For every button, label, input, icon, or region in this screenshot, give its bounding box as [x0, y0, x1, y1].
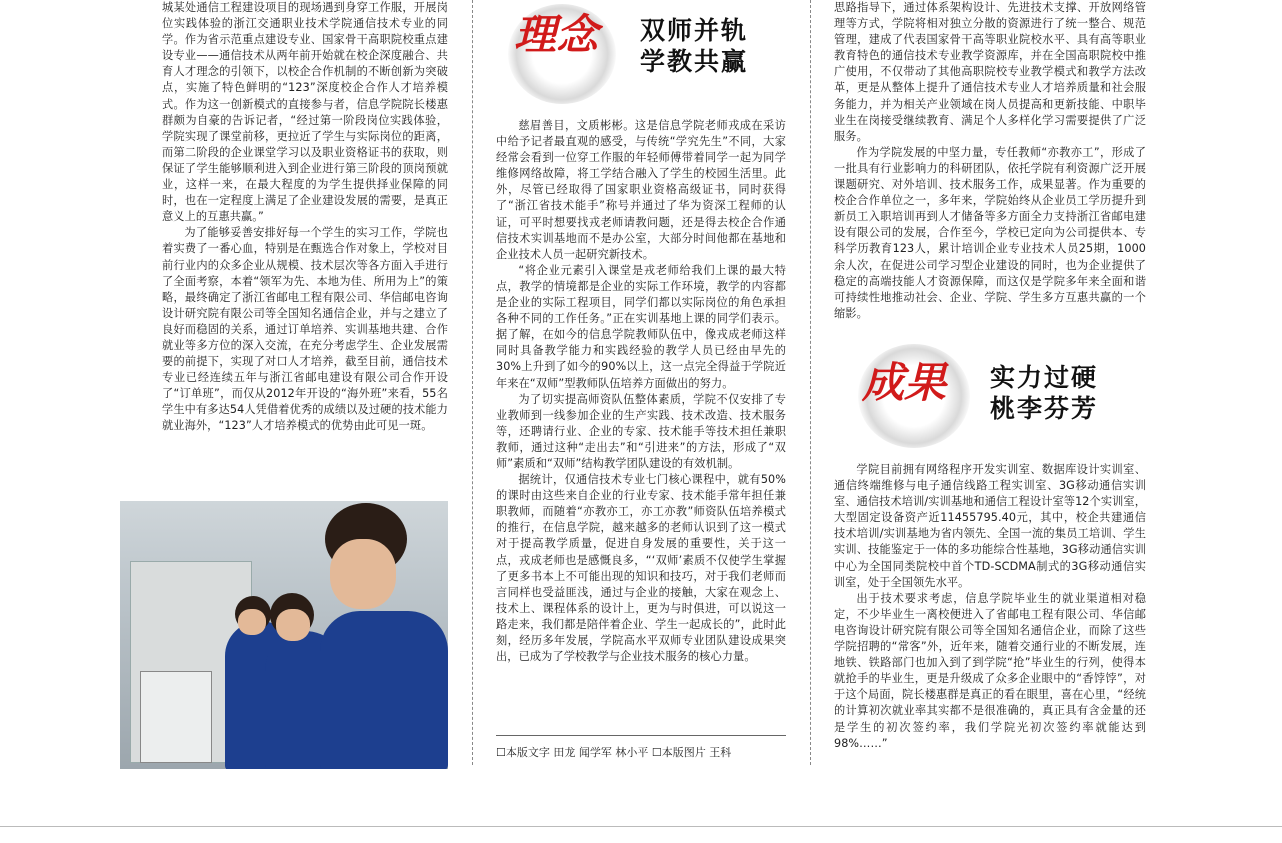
paragraph: “将企业元素引入课堂是戎老师给我们上课的最大特点，教学的情境都是企业的实际工作环境，教学的内容都是企业的实际工程项目，同学们都以实际岗位的角色承担各种不同的工作任务。”正在实训基地上课的同学们表示。据了解，在如今的信息学院教师队伍中，像戎成老师这样同时具备教学能力和实践经验的教学人员已经由早先的30%上升到了如今的90%以上，这一点完全得益于学院近年来在“双师”型教师队伍培养方面做出的努力。 — [496, 263, 786, 390]
equipment-cabinet — [140, 671, 212, 763]
paragraph: 城某处通信工程建设项目的现场遇到身穿工作服，开展岗位实践体验的浙江交通职业技术学院通信技术专业的同学。作为省示范重点建设专业、国家骨干高职院校重点建设专业——通信技术从两年前开始就在校企深度融合、共育人才理念的引领下，以校企合作机制的不断创新为突破点，实施了特色鲜明的“123”深度校企合作人才培养模式。作为这一创新模式的直接参与者，信息学院院长楼惠群颇为自豪的告诉记者，“经过第一阶段岗位实践体验，学院实现了课堂前移，更拉近了学生与实际岗位的距离，而第二阶段的企业课堂学习以及职业资格证书的获取，则保证了学生能够顺利进入到企业进行第三阶段的顶岗预就业，这样一来，在最大程度的为学生提供择业保障的同时，也在一定程度上满足了企业建设发展的需要，是真正意义上的互惠共赢。” — [162, 1, 448, 224]
paragraph: 学院目前拥有网络程序开发实训室、数据库设计实训室、通信终端维修与电子通信线路工程实训室、3G移动通信实训室、通信技术培训/实训基地和通信工程设计室等12个实训室，大型固定设备资产近11455795.40元，其中，校企共建通信技术培训/实训基地为省内领先、全国一流的集员工培训、学生实训、技能鉴定于一体的多功能综合性基地，3G移动通信实训中心为全国同类院校中首个TD-SCDMA制式的3G移动通信实训室，处于全国领先水平。 — [834, 463, 1146, 589]
paragraph: 作为学院发展的中坚力量，专任教师“亦教亦工”，形成了一批具有行业影响力的科研团队，依托学院有利资源广泛开展课题研究、对外培训、技术服务工作，成果显著。作为重要的校企合作单位之一，多年来，学院始终从企业员工学历提升到新员工入职培训再到人才储备等多方面全力支持浙江省邮电建设有限公司的发展，合作至今，学校已定向为公司提供本、专科学历教育123人，累计培训企业专业技术人员25期，1000余人次，在促进公司学习型企业建设的同时，也为企业提供了稳定的高端技能人才资源保障，而这仅是学院多年来全面和谐可持续性地推动社会、企业、学院、学生多方互惠共赢的一个缩影。 — [834, 145, 1146, 320]
paragraph: 慈眉善目，文质彬彬。这是信息学院老师戎成在采访中给予记者最直观的感受，与传统“学究先生”不同，大家经常会看到一位穿工作服的年轻师傅带着同学一起为同学维修网络故障，将工学结合融入了学生的校园生活里。此外，尽管已经取得了国家职业资格高级证书，同时获得了“浙江省技术能手”称号并通过了华为资深工程师的认证，可平时想要找戎老师请教问题，还是得去校企合作通信技术实训基地而不是办公室，大部分时间他都在基地和企业技术人员一起研究新技术。 — [496, 119, 786, 261]
paragraph: 出于技术要求考虑，信息学院毕业生的就业渠道相对稳定，不少毕业生一离校便进入了省邮电工程有限公司、华信邮电咨询设计研究院有限公司等全国知名通信企业，而除了这些学院招聘的“常客”外，近年来，随着交通行业的不断发展，连地铁、铁路部门也加入到了到学院“抢”毕业生的行列，使得本就抢手的毕业生，更是升级成了众多企业眼中的“香饽饽”，对于这个局面，院长楼惠群是真正的看在眼里，喜在心里，“经统的计算初次就业率其实都不是很准确的，真正具有含金量的还是学生的初次签约率，我们学院光初次签约率就能达到98%……” — [834, 591, 1146, 750]
credit-divider — [496, 735, 786, 736]
section-seal-text: 成果 — [862, 358, 947, 407]
paragraph: 为了切实提高师资队伍整体素质，学院不仅安排了专业教师到一线参加企业的生产实践、技术改造、技术服务等，还聘请行业、企业的专家、技术能手等技术担任兼职教师，通过这种“走出去”和“引进来”的方法，形成了“双师”素质和“双师”结构教学团队建设的有效机制。 — [496, 392, 786, 470]
headline-line-1: 实力过硬 — [990, 363, 1099, 392]
paragraph: 据统计，仅通信技术专业七门核心课程中，就有50%的课时由这些来自企业的行业专家、技术能手常年担任兼职教师，而随着“亦教亦工，亦工亦教”师资队伍培养模式的推行，在信息学院，越来越多的老师认识到了这一模式对于提高教学质量，促进自身发展的重要性，关于这一点，戎成老师也是感慨良多，“‘双师’素质不仅使学生掌握了更多书本上不可能出现的知识和技巧，对于我们老师而言同样也受益匪浅，通过与企业的接触，大家在观念上、技术上、课程体系的设计上，更为与时俱进，可以说这一路走来，我们都是陪伴着企业、学生一起成长的”，此时此刻，经历多年发展，学院高水平双师专业团队建设成果突出，已成为了学校教学与企业技术服务的核心力量。 — [496, 473, 786, 664]
column-divider — [472, 0, 473, 765]
person-face — [238, 609, 266, 635]
column-left — [162, 0, 448, 435]
person-face — [330, 539, 396, 609]
headline-line-2: 学教共赢 — [640, 47, 749, 76]
headline-line-2: 桃李芬芳 — [990, 394, 1099, 423]
section-seal-text: 理念 — [514, 10, 599, 59]
person-figure — [320, 611, 448, 769]
section-headline — [990, 362, 1098, 424]
students-at-equipment-photo — [120, 501, 448, 769]
person-face — [276, 609, 310, 641]
column-right-lower — [834, 462, 1146, 752]
section-headline — [640, 15, 748, 77]
paragraph: 思路指导下，通过体系架构设计、先进技术支撑、开放网络管理等方式，学院将相对独立分散的资源进行了统一整合、规范管理，建成了代表国家骨干高等职业院校水平、具有高等职业教育特色的通信技术专业教学资源库，并在全国高职院校中推广使用，不仅带动了其他高职院校专业教学模式和教学方法改革，更是从整体上提升了通信技术专业人才培养质量和社会服务能力，并为相关产业领域在岗人员提高和更新技能、中职毕业生在岗接受继续教育、满足个人多样化学习需要提供了广泛服务。 — [834, 1, 1146, 143]
headline-line-1: 双师并轨 — [640, 16, 749, 45]
column-right — [834, 0, 1146, 322]
page-bottom-rule — [0, 826, 1282, 827]
byline-credit: ☐本版文字 田龙 闻学军 林小平 ☐本版图片 王科 — [496, 746, 732, 759]
column-middle — [496, 118, 786, 665]
column-divider — [810, 0, 811, 765]
paragraph: 为了能够妥善安排好每一个学生的实习工作，学院也着实费了一番心血，特别是在甄选合作对象上，学校对目前行业内的众多企业从规模、技术层次等各方面入手进行了全面考察，本着“领军为先、本地为佳、所用为上”的策略，最终确定了浙江省邮电工程有限公司、华信邮电咨询设计研究院有限公司等全国知名通信企业，并与之建立了良好而稳固的关系，通过订单培养、实训基地共建、合作就业等多方位的深入交流，在充分考虑学生、企业发展需要的前提下，实现了对口人才培养，截至目前，通信技术专业已经连续五年与浙江省邮电建设有限公司合作开设了“订单班”，而仅从2012年开设的“海外班”来看，55名学生中有多达54人凭借着优秀的成绩以及过硬的技术能力就业海外，“123”人才培养模式的优势由此可见一斑。 — [162, 226, 448, 433]
